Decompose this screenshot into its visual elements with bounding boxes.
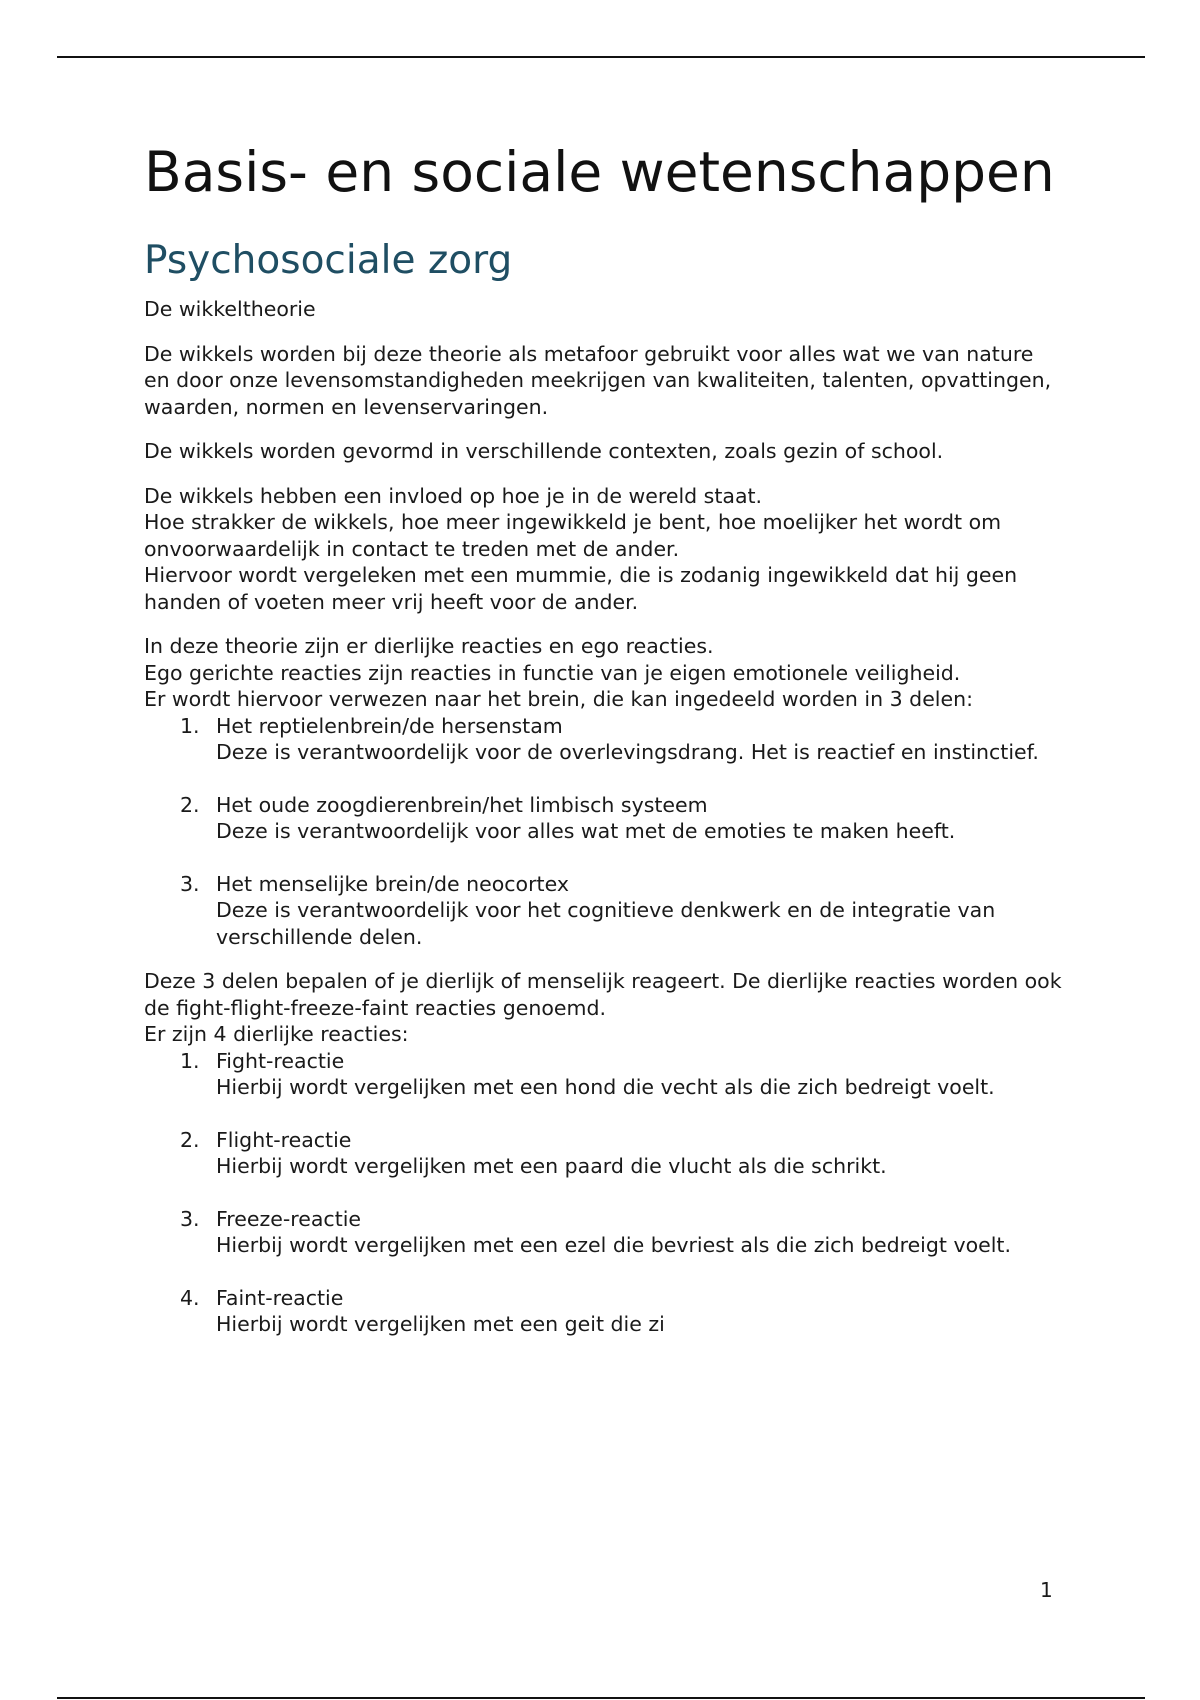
list-item-title: Flight-reactie [216,1127,352,1152]
list-item-title: Het menselijke brein/de neocortex [216,871,569,896]
text-line: Er zijn 4 dierlijke reacties: [144,1022,409,1046]
list-item-title: Faint-reactie [216,1285,344,1310]
animal-reactions-list [144,1048,1064,1338]
list-number: 2. [180,792,200,817]
text-line: De wikkels hebben een invloed op hoe je in de wereld staat. [144,483,763,508]
list-number: 2. [180,1127,200,1152]
list-number: 4. [180,1285,200,1310]
list-item [144,1285,1064,1338]
list-item [144,1127,1064,1180]
document-body [144,140,1064,1356]
list-item-description: Hierbij wordt vergelijken met een paard die vlucht als die schrikt. [216,1154,887,1178]
paragraph-metaphor: De wikkels worden bij deze theorie als metafoor gebruikt voor alles wat we van nature en door onze levensomstandigheden meekrijgen van kwaliteiten, talenten, opvattingen, waarden, normen en levenservaringen. [144,341,1052,419]
subheading: De wikkeltheorie [144,297,316,321]
document-title: Basis- en sociale wetenschappen [144,140,1055,204]
list-item [144,792,1064,845]
list-number: 3. [180,871,200,896]
list-item-title: Freeze-reactie [216,1206,362,1231]
header-rule [57,56,1145,58]
list-item [144,713,1064,766]
list-item-title: Fight-reactie [216,1048,345,1073]
text-line: Hoe strakker de wikkels, hoe meer ingewikkeld je bent, hoe moelijker het wordt om onvoorwaardelijk in contact te treden met de ander. [144,510,1002,561]
text-line: Deze 3 delen bepalen of je dierlijk of menselijk reageert. De dierlijke reacties worden ook de fight-flight-freeze-faint reacties genoemd. [144,969,1062,1020]
text-line: Hiervoor wordt vergeleken met een mummie, die is zodanig ingewikkeld dat hij geen handen of voeten meer vrij heeft voor de ander. [144,563,1018,614]
paragraph-animal-reactions [144,968,1064,1048]
text-line: Ego gerichte reacties zijn reacties in functie van je eigen emotionele veiligheid. [144,660,961,685]
paragraph-influence [144,483,1064,616]
list-item-description: Hierbij wordt vergelijken met een geit die zi [216,1312,665,1336]
footer-rule [57,1697,1145,1699]
list-item-description: Deze is verantwoordelijk voor alles wat met de emoties te maken heeft. [216,819,956,843]
text-line: In deze theorie zijn er dierlijke reacties en ego reacties. [144,634,714,658]
list-item-description: Deze is verantwoordelijk voor de overlevingsdrang. Het is reactief en instinctief. [216,740,1039,764]
list-item [144,871,1064,951]
list-item [144,1048,1064,1101]
text-line: Er wordt hiervoor verwezen naar het brein, die kan ingedeeld worden in 3 delen: [144,687,974,711]
brain-parts-list [144,713,1064,951]
section-title: Psychosociale zorg [144,238,513,283]
list-number: 3. [180,1206,200,1231]
list-item-description: Hierbij wordt vergelijken met een hond die vecht als die zich bedreigt voelt. [216,1075,995,1099]
list-item-description: Deze is verantwoordelijk voor het cognitieve denkwerk en de integratie van verschillende delen. [216,898,996,949]
list-item [144,1206,1064,1259]
list-item-title: Het oude zoogdierenbrein/het limbisch systeem [216,792,708,817]
paragraph-reactions-intro [144,633,1064,713]
list-item-description: Hierbij wordt vergelijken met een ezel die bevriest als die zich bedreigt voelt. [216,1233,1011,1257]
paragraph-contexts: De wikkels worden gevormd in verschillende contexten, zoals gezin of school. [144,439,944,463]
page-number: 1 [1040,1578,1053,1602]
list-item-title: Het reptielenbrein/de hersenstam [216,713,563,738]
list-number: 1. [180,1048,200,1073]
list-number: 1. [180,713,200,738]
